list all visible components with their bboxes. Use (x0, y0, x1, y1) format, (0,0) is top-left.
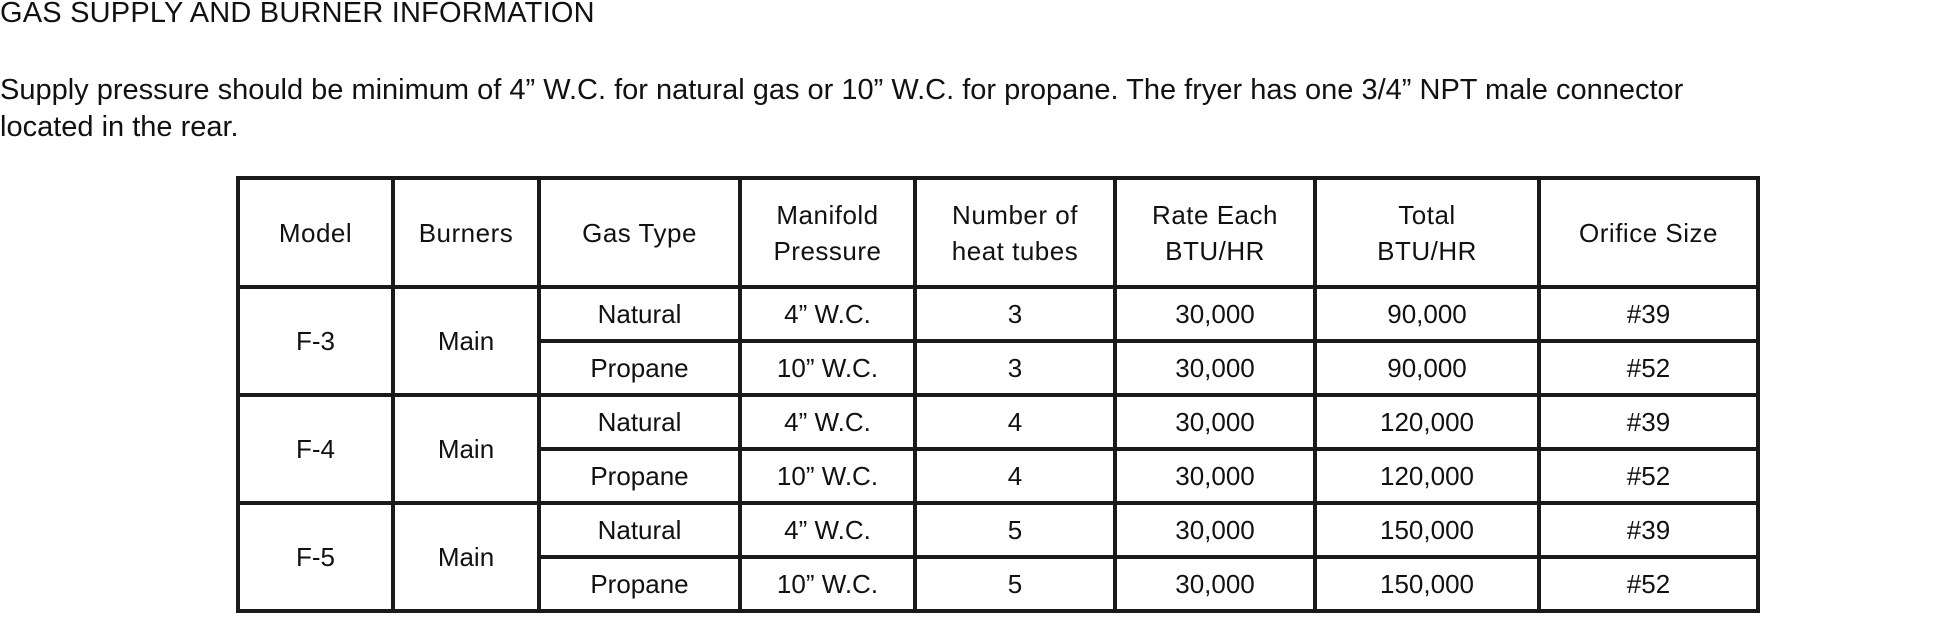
paragraph-line: located in the rear. (0, 111, 239, 143)
pressure-cell: 4” W.C. (740, 503, 915, 557)
header-model: Model (238, 178, 393, 287)
paragraph-line: Supply pressure should be minimum of 4” W.C. for natural gas or 10” W.C. for propane. The fryer has one 3/4” NPT male connector (0, 74, 1684, 106)
header-row (238, 178, 1758, 287)
rate-cell: 30,000 (1115, 341, 1315, 395)
model-cell: F-4 (238, 395, 393, 503)
gas-type-cell: Natural (539, 287, 740, 341)
supply-paragraph (0, 72, 1935, 146)
total-cell: 150,000 (1315, 557, 1539, 611)
table-row (238, 395, 1758, 449)
orifice-cell: #39 (1539, 503, 1758, 557)
total-cell: 150,000 (1315, 503, 1539, 557)
rate-cell: 30,000 (1115, 557, 1315, 611)
total-cell: 120,000 (1315, 395, 1539, 449)
model-cell: F-5 (238, 503, 393, 611)
rate-cell: 30,000 (1115, 287, 1315, 341)
total-cell: 90,000 (1315, 341, 1539, 395)
rate-cell: 30,000 (1115, 449, 1315, 503)
tubes-cell: 5 (915, 557, 1115, 611)
orifice-cell: #39 (1539, 395, 1758, 449)
orifice-cell: #52 (1539, 341, 1758, 395)
orifice-cell: #39 (1539, 287, 1758, 341)
gas-type-cell: Propane (539, 341, 740, 395)
burners-cell: Main (393, 287, 539, 395)
burners-cell: Main (393, 395, 539, 503)
total-cell: 90,000 (1315, 287, 1539, 341)
header-burners: Burners (393, 178, 539, 287)
header-orifice-size: Orifice Size (1539, 178, 1758, 287)
tubes-cell: 4 (915, 449, 1115, 503)
rate-cell: 30,000 (1115, 395, 1315, 449)
header-manifold-pressure: Manifold Pressure (740, 178, 915, 287)
burners-cell: Main (393, 503, 539, 611)
tubes-cell: 3 (915, 341, 1115, 395)
pressure-cell: 10” W.C. (740, 341, 915, 395)
pressure-cell: 10” W.C. (740, 557, 915, 611)
pressure-cell: 4” W.C. (740, 395, 915, 449)
pressure-cell: 4” W.C. (740, 287, 915, 341)
orifice-cell: #52 (1539, 449, 1758, 503)
header-total-btu: Total BTU/HR (1315, 178, 1539, 287)
header-gas-type: Gas Type (539, 178, 740, 287)
orifice-cell: #52 (1539, 557, 1758, 611)
tubes-cell: 3 (915, 287, 1115, 341)
header-rate-each: Rate Each BTU/HR (1115, 178, 1315, 287)
rate-cell: 30,000 (1115, 503, 1315, 557)
gas-type-cell: Propane (539, 557, 740, 611)
table-row (238, 287, 1758, 341)
tubes-cell: 5 (915, 503, 1115, 557)
total-cell: 120,000 (1315, 449, 1539, 503)
gas-type-cell: Propane (539, 449, 740, 503)
gas-type-cell: Natural (539, 395, 740, 449)
model-cell: F-3 (238, 287, 393, 395)
gas-type-cell: Natural (539, 503, 740, 557)
table-row (238, 503, 1758, 557)
section-heading: GAS SUPPLY AND BURNER INFORMATION (0, 0, 595, 29)
gas-burner-table (236, 176, 1760, 613)
pressure-cell: 10” W.C. (740, 449, 915, 503)
tubes-cell: 4 (915, 395, 1115, 449)
header-number-of-heat-tubes: Number of heat tubes (915, 178, 1115, 287)
